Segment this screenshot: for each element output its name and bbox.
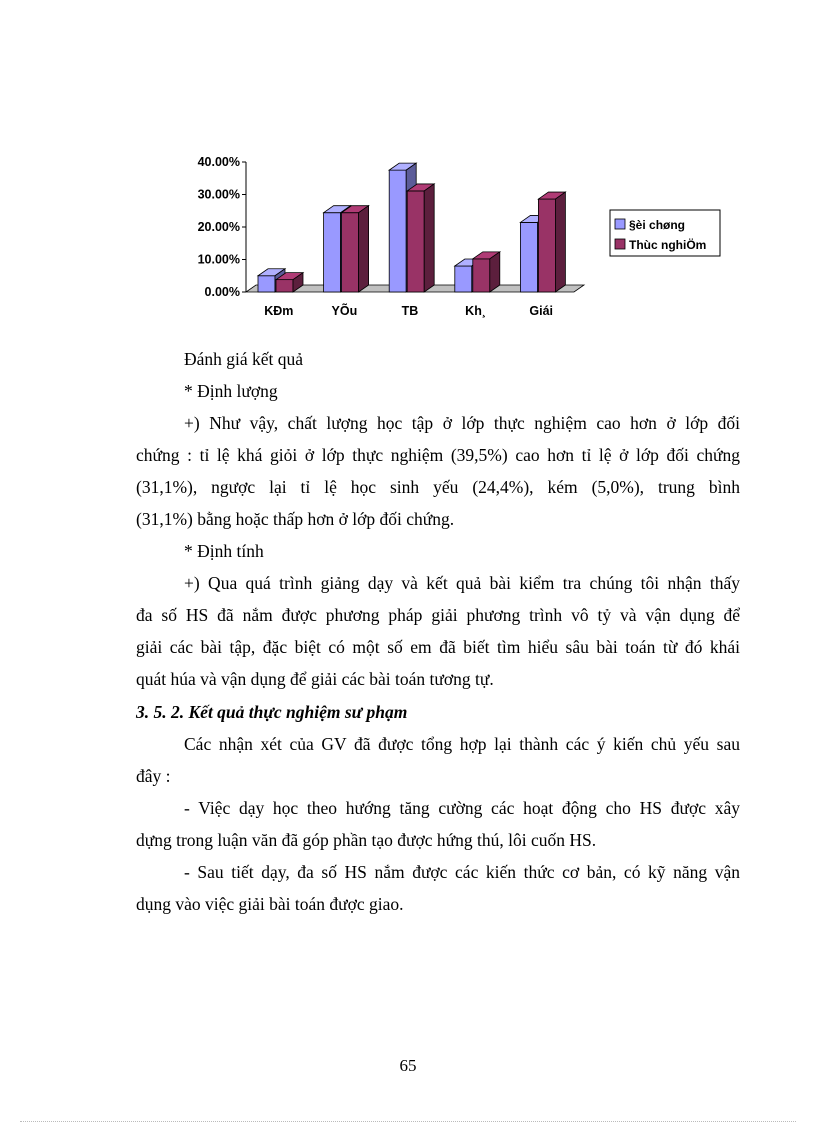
legend-label: §èi chøng (629, 218, 686, 232)
gv-line-2: đây : (136, 766, 171, 786)
bullet1-line-2: dựng trong luận văn đã góp phần tạo được hứng thú, lôi cuốn HS. (136, 830, 597, 850)
gv-line-1: Các nhận xét của GV đã được tổng hợp lại thành các ý kiến chủ yếu sau (184, 734, 740, 754)
bar-front-3-0 (455, 266, 472, 292)
bar-front-2-1 (407, 191, 424, 292)
y-tick-label: 0.00% (204, 285, 240, 299)
bar-front-1-0 (324, 213, 341, 292)
bar-front-4-1 (538, 199, 555, 292)
bar-front-0-1 (276, 280, 293, 292)
bullet1-line-1: - Việc dạy học theo hướng tăng cường các hoạt động cho HS được xây (184, 798, 740, 818)
x-category-label: TB (401, 304, 419, 318)
bullet2-line-1: - Sau tiết dạy, đa số HS nắm được các kiến thức cơ bản, có kỹ năng vận (184, 862, 740, 882)
legend-swatch (615, 219, 625, 229)
qual-line-1: +) Qua quá trình giảng dạy và kết quả bài kiểm tra chúng tôi nhận thấy (184, 573, 740, 593)
legend-label: Thùc nghiÖm (629, 238, 707, 252)
comparison-bar-chart (180, 150, 740, 330)
x-category-label: Kh¸ (465, 304, 487, 318)
quant-line-2: chứng : tỉ lệ khá giỏi ở lớp thực nghiệm (39,5%) cao hơn tỉ lệ ở lớp đối chứng (136, 445, 740, 465)
eval-title: Đánh giá kết quả (184, 349, 304, 369)
quant-title: * Định lượng (184, 381, 278, 401)
y-tick-label: 30.00% (197, 187, 240, 202)
chart-plot-area (198, 155, 720, 318)
bullet2-line-2: dụng vào việc giải bài toán được giao. (136, 894, 404, 914)
x-category-label: KÐm (264, 304, 294, 318)
bar-side-1-1 (359, 206, 369, 292)
quant-line-3: (31,1%), ngược lại tỉ lệ học sinh yếu (24,4%), kém (5,0%), trung bình (136, 477, 740, 497)
qual-title: * Định tính (184, 541, 264, 561)
section-heading: 3. 5. 2. Kết quả thực nghiệm sư phạm (136, 702, 408, 722)
y-tick-label: 10.00% (197, 252, 240, 267)
y-tick-label: 20.00% (197, 220, 240, 234)
quant-line-4: (31,1%) bằng hoặc thấp hơn ở lớp đối chứng. (136, 509, 455, 529)
y-tick-label: 40.00% (197, 155, 240, 169)
legend-swatch (615, 239, 625, 249)
bar-front-1-1 (342, 213, 359, 292)
bar-side-3-1 (490, 252, 500, 292)
bar-side-2-1 (424, 184, 434, 292)
bar-front-0-0 (258, 276, 275, 292)
qual-line-2: đa số HS đã nắm được phương pháp giải phương trình vô tỷ và vận dụng để (136, 605, 740, 625)
qual-line-3: giải các bài tập, đặc biệt có một số em đã biết tìm hiểu sâu bài toán từ đó khái (136, 637, 740, 657)
bar-front-4-0 (520, 222, 537, 292)
page-bottom-divider (20, 1121, 796, 1122)
x-category-label: YÕu (331, 304, 358, 318)
bar-front-3-1 (473, 259, 490, 292)
qual-line-4: quát húa và vận dụng để giải các bài toán tương tự. (136, 669, 494, 689)
quant-line-1: +) Như vậy, chất lượng học tập ở lớp thực nghiệm cao hơn ở lớp đối (184, 413, 740, 433)
page-number: 65 (399, 1056, 417, 1075)
bar-side-4-1 (555, 192, 565, 292)
bar-front-2-0 (389, 170, 406, 292)
x-category-label: Giái (529, 304, 554, 318)
